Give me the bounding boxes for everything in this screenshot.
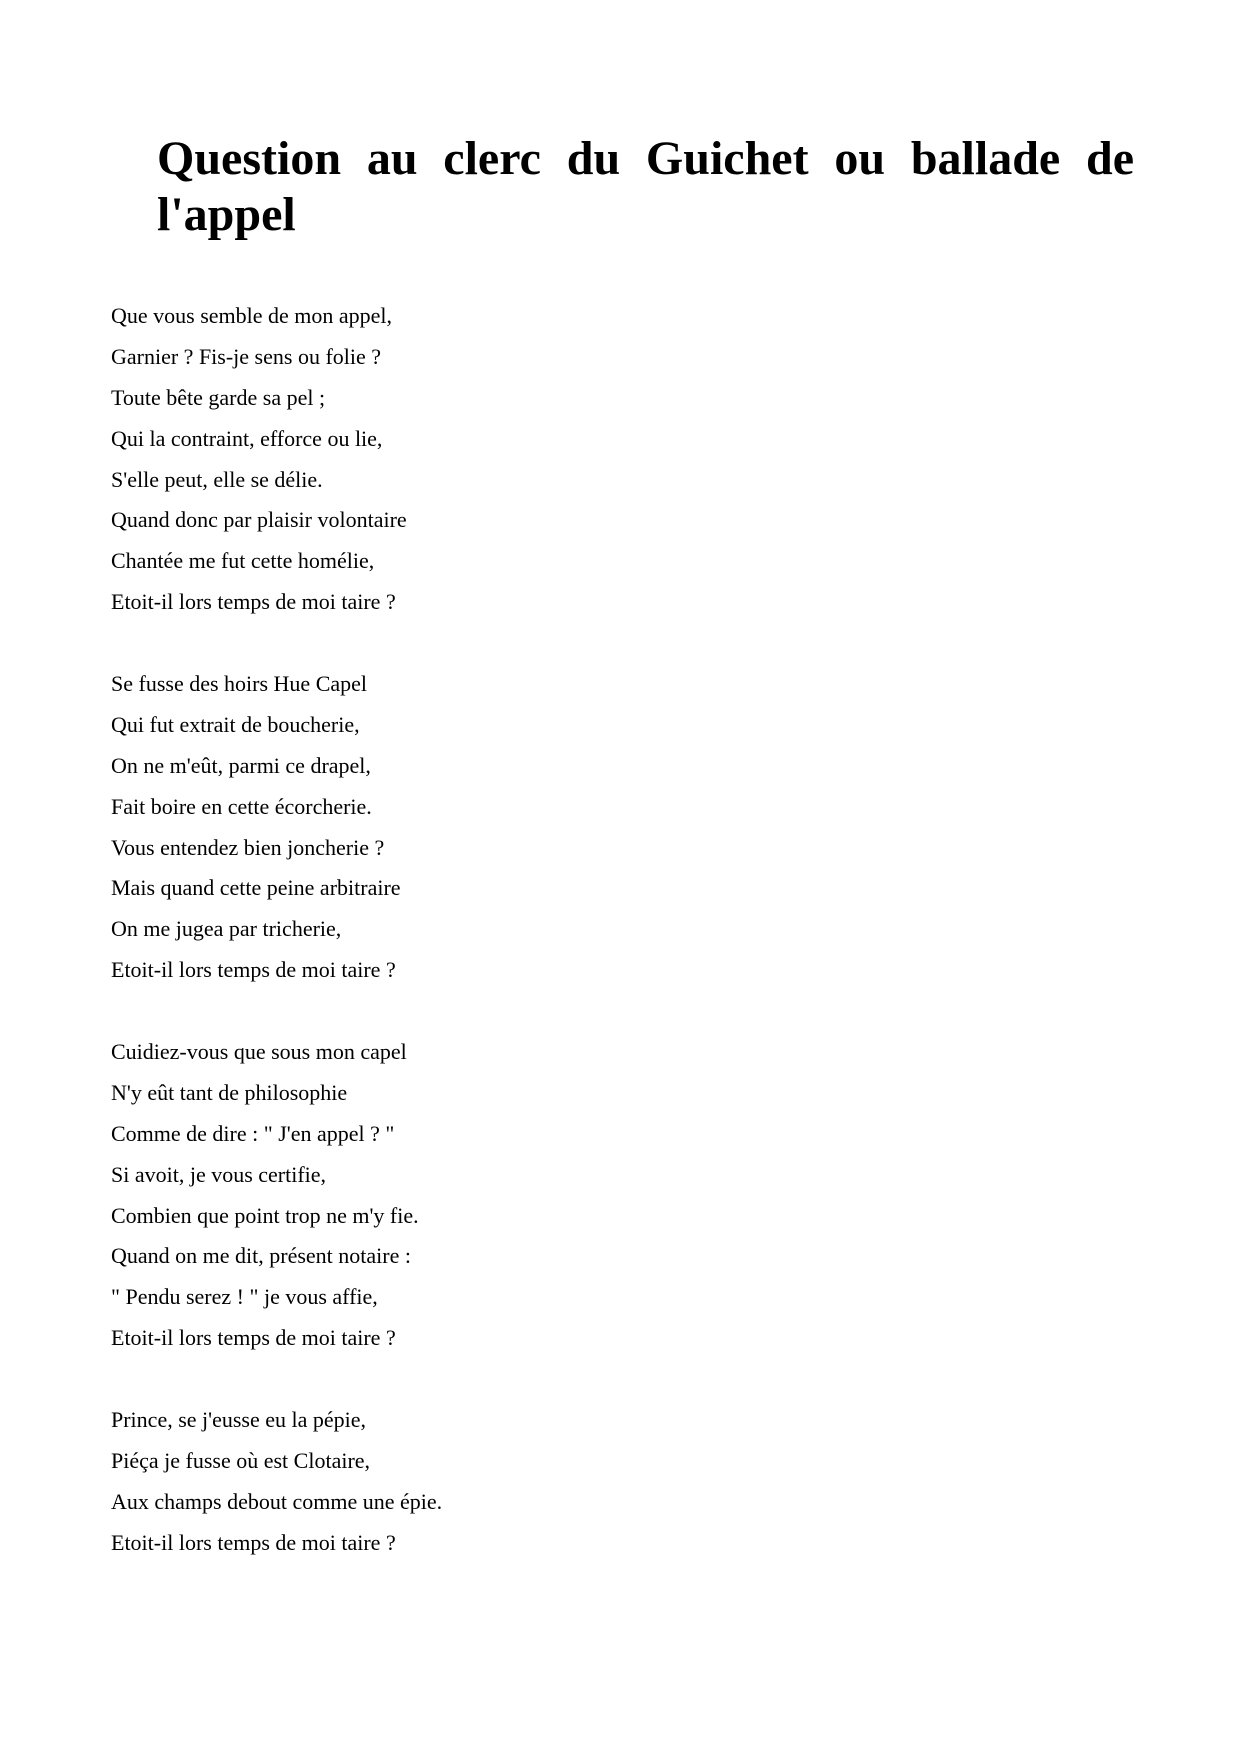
poem-line: Toute bête garde sa pel ; xyxy=(111,384,326,410)
stanza-envoi xyxy=(111,1400,1011,1564)
poem-line: Qui fut extrait de boucherie, xyxy=(111,711,360,737)
poem-line: On me jugea par tricherie, xyxy=(111,916,342,942)
poem-line: Si avoit, je vous certifie, xyxy=(111,1161,327,1187)
poem-line: Quand donc par plaisir volontaire xyxy=(111,507,407,533)
poem-body xyxy=(111,296,1011,1605)
poem-line: Prince, se j'eusse eu la pépie, xyxy=(111,1407,367,1433)
poem-line: Fait boire en cette écorcherie. xyxy=(111,793,372,819)
poem-line: Que vous semble de mon appel, xyxy=(111,303,393,328)
poem-line: " Pendu serez ! " je vous affie, xyxy=(111,1284,378,1310)
poem-line: On ne m'eût, parmi ce drapel, xyxy=(111,752,371,778)
poem-line: S'elle peut, elle se délie. xyxy=(111,466,323,492)
poem-line: Mais quand cette peine arbitraire xyxy=(111,875,401,901)
stanza-3 xyxy=(111,1032,1011,1359)
stanza-1 xyxy=(111,296,1011,623)
poem-line: Etoit-il lors temps de moi taire ? xyxy=(111,1529,396,1555)
poem-title: Question au clerc du Guichet ou ballade de l'appel xyxy=(157,132,1134,241)
poem-line: Etoit-il lors temps de moi taire ? xyxy=(111,589,396,615)
poem-line: Qui la contraint, efforce ou lie, xyxy=(111,425,383,451)
poem-line: Comme de dire : " J'en appel ? " xyxy=(111,1120,395,1146)
poem-line: Chantée me fut cette homélie, xyxy=(111,548,375,574)
poem-line: Se fusse des hoirs Hue Capel xyxy=(111,671,368,697)
poem-line: Vous entendez bien joncherie ? xyxy=(111,834,385,860)
stanza-2 xyxy=(111,664,1011,991)
poem-line: Quand on me dit, présent notaire : xyxy=(111,1243,411,1269)
poem-line: Etoit-il lors temps de moi taire ? xyxy=(111,957,396,983)
poem-line: Piéça je fusse où est Clotaire, xyxy=(111,1447,371,1473)
poem-line: Garnier ? Fis-je sens ou folie ? xyxy=(111,343,382,369)
poem-line: Combien que point trop ne m'y fie. xyxy=(111,1202,419,1228)
poem-line: N'y eût tant de philosophie xyxy=(111,1079,348,1105)
poem-line: Cuidiez-vous que sous mon capel xyxy=(111,1039,407,1065)
poem-line: Aux champs debout comme une épie. xyxy=(111,1488,443,1514)
poem-line: Etoit-il lors temps de moi taire ? xyxy=(111,1325,396,1351)
